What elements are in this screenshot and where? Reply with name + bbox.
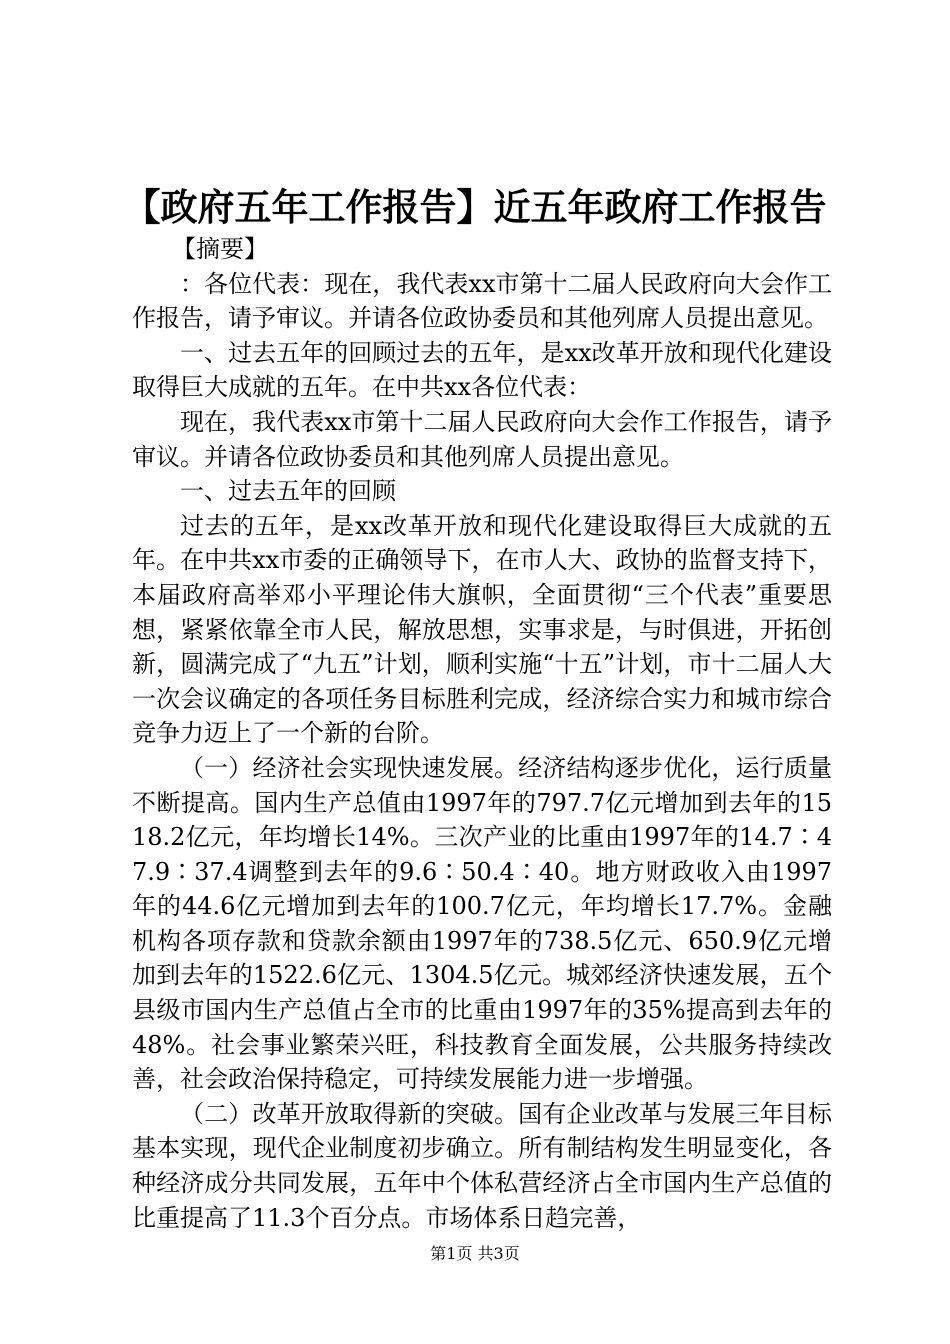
paragraph: （一）经济社会实现快速发展。经济结构逐步优化，运行质量不断提高。国内生产总值由1997年的797.7亿元增加到去年的1518.2亿元，年均增长14%。三次产业的比重由1997年的14.7∶47.9∶37.4调整到去年的9.6∶50.4∶40。地方财政收入由1997年的44.6亿元增加到去年的100.7亿元，年均增长17.7%。金融机构各项存款和贷款余额由1997年的738.5亿元、650.9亿元增加到去年的1522.6亿元、1304.5亿元。城郊经济快速发展，五个县级市国内生产总值占全市的比重由1997年的35%提高到去年的48%。社会事业繁荣兴旺，科技教育全面发展，公共服务持续改善，社会政治保持稳定，可持续发展能力进一步增强。 <box>132 753 832 1094</box>
paragraph: 过去的五年，是xx改革开放和现代化建设取得巨大成就的五年。在中共xx市委的正确领导下，在市人大、政协的监督支持下，本届政府高举邓小平理论伟大旗帜，全面贯彻“三个代表”重要思想，紧紧依靠全市人民，解放思想，实事求是，与时俱进，开拓创新，圆满完成了“九五”计划，顺利实施“十五”计划，市十二届人大一次会议确定的各项任务目标胜利完成，经济综合实力和城市综合竞争力迈上了一个新的台阶。 <box>132 511 832 748</box>
paragraph: 一、过去五年的回顾过去的五年，是xx改革开放和现代化建设取得巨大成就的五年。在中共xx各位代表： <box>132 338 832 402</box>
document-body <box>132 232 832 1235</box>
abstract-heading: 【摘要】 <box>172 235 268 263</box>
page-footer: 第1页 共3页 <box>430 1244 520 1263</box>
paragraph: （二）改革开放取得新的突破。国有企业改革与发展三年目标基本实现，现代企业制度初步确立。所有制结构发生明显变化，各种经济成分共同发展，五年中个体私营经济占全市国内生产总值的比重提高了11.3个百分点。市场体系日趋完善， <box>132 1099 832 1232</box>
paragraph: ：各位代表：现在，我代表xx市第十二届人民政府向大会作工作报告，请予审议。并请各位政协委员和其他列席人员提出意见。 <box>132 269 832 333</box>
paragraph: 现在，我代表xx市第十二届人民政府向大会作工作报告，请予审议。并请各位政协委员和其他列席人员提出意见。 <box>132 407 832 471</box>
section-heading: 一、过去五年的回顾 <box>180 477 396 506</box>
document-title: 【政府五年工作报告】近五年政府工作报告 <box>123 185 827 229</box>
